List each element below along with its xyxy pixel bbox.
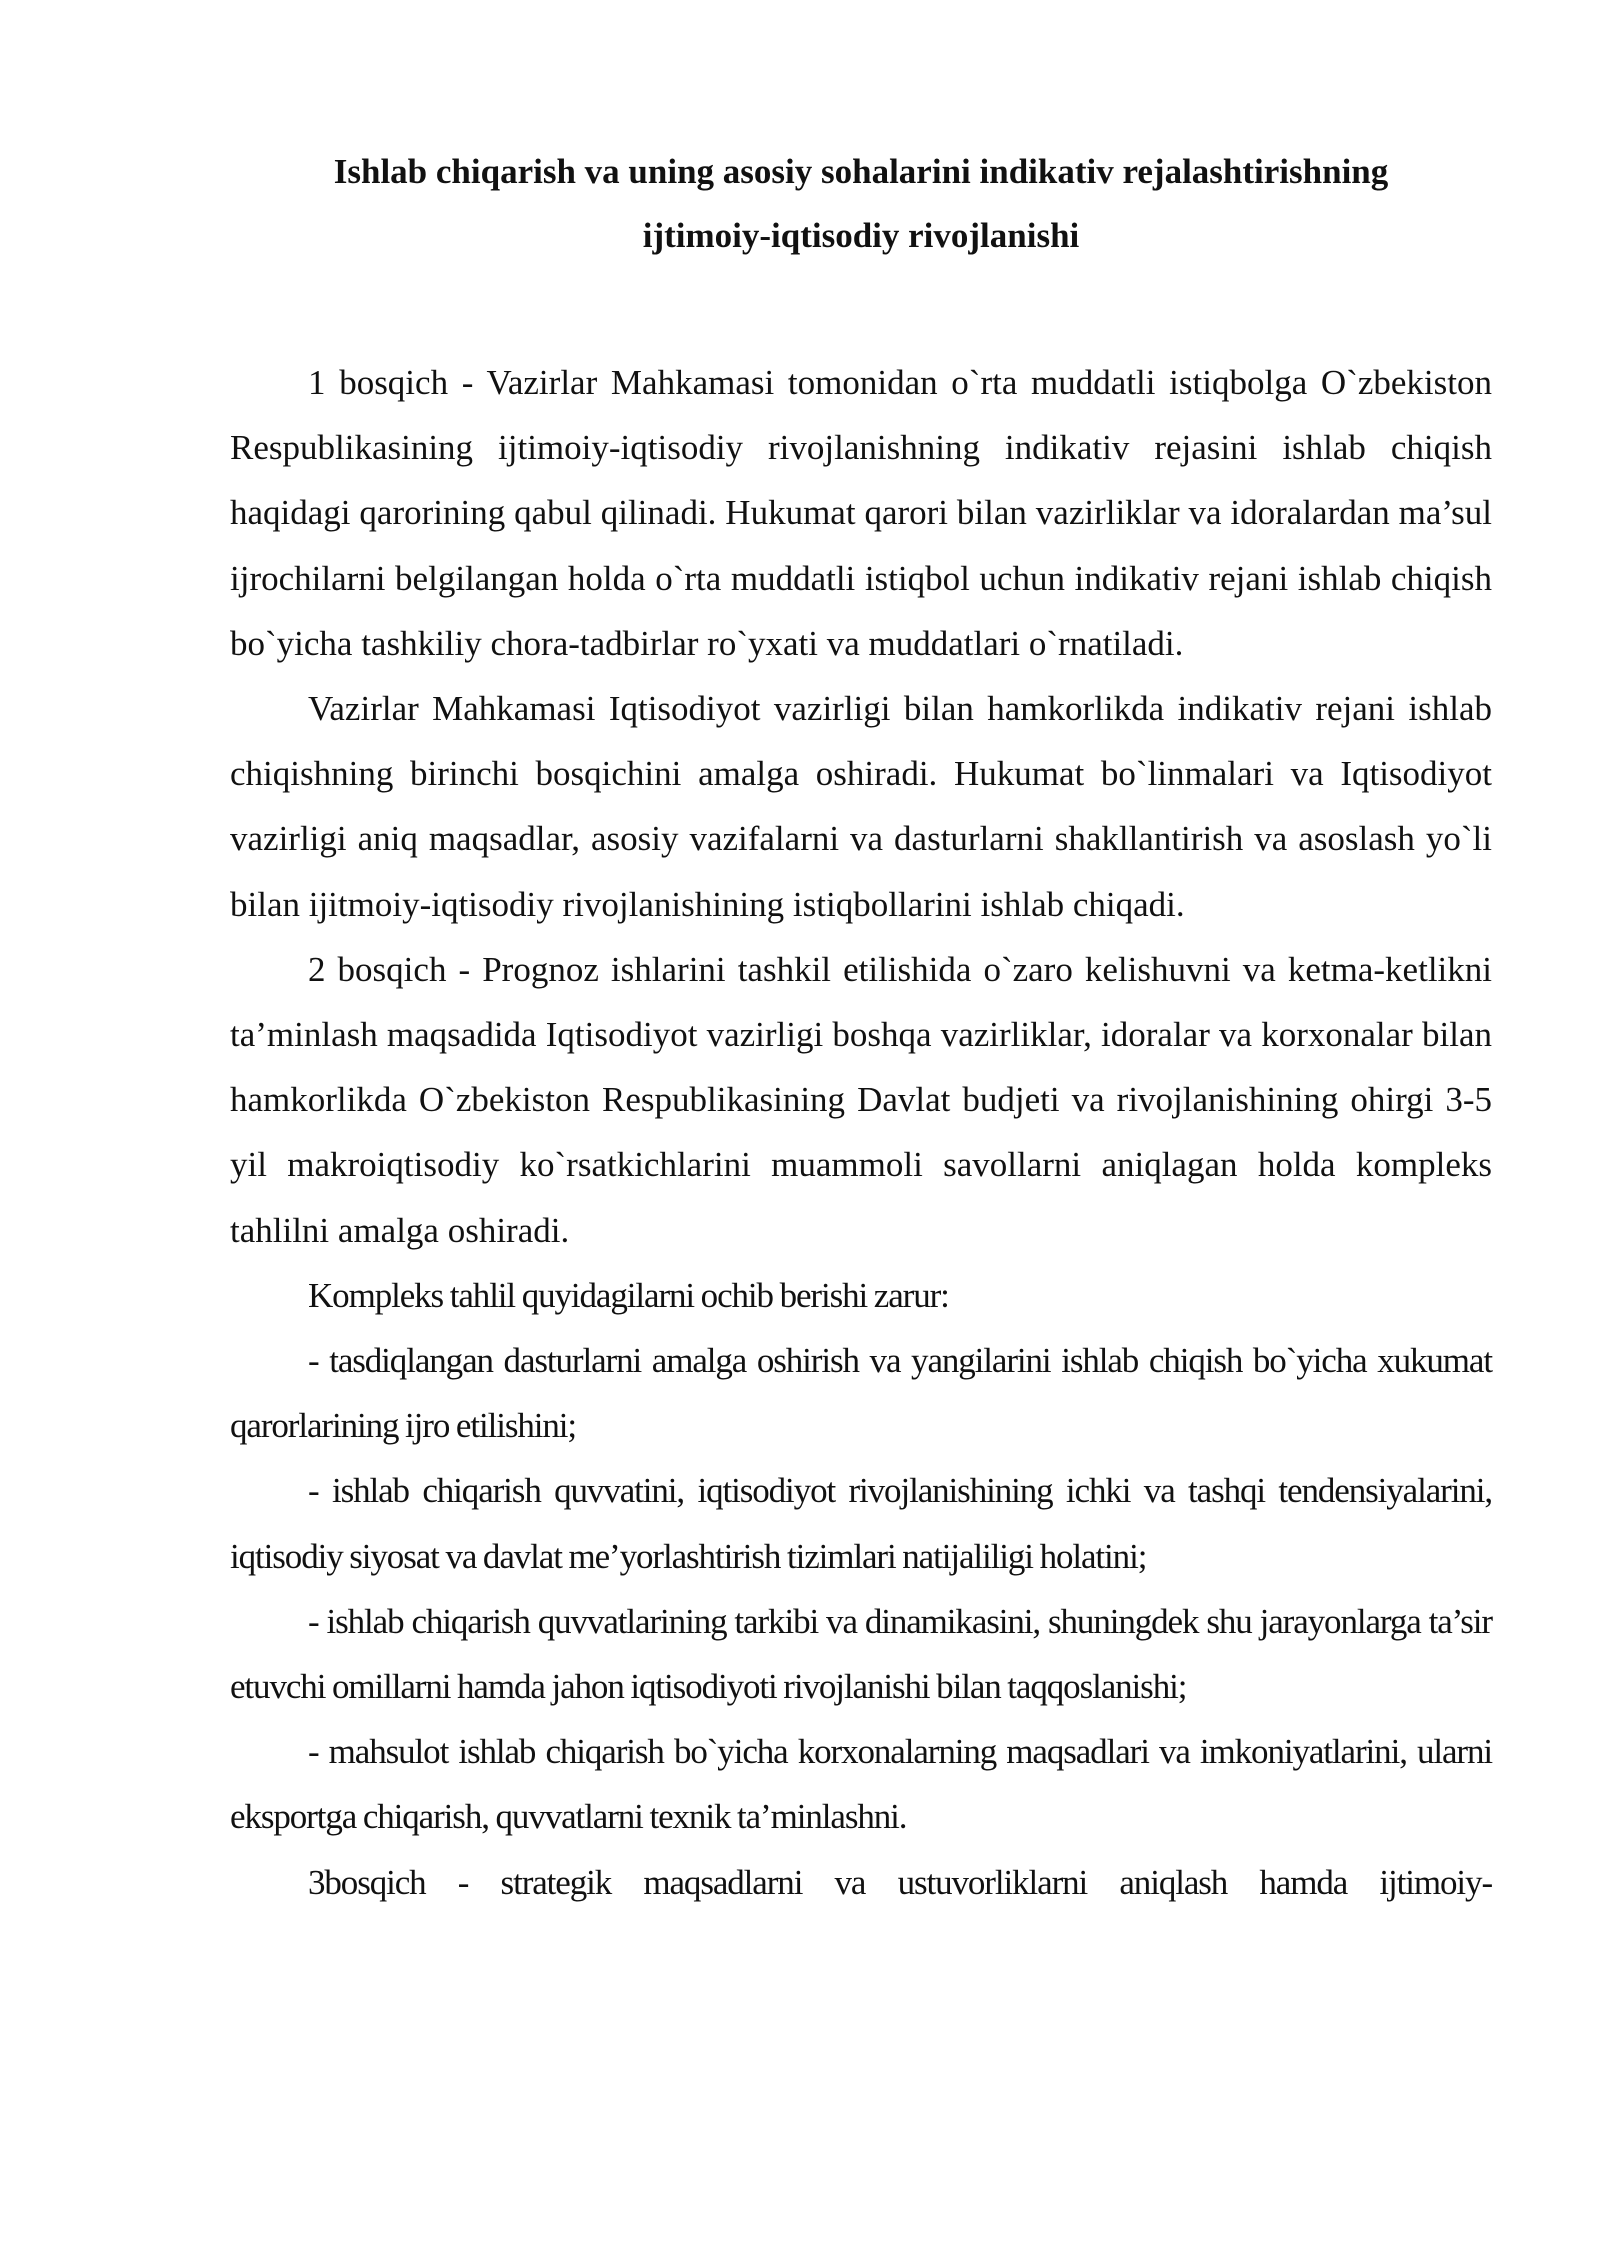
paragraph-stage-3: 3bosqich - strategik maqsadlarni va ustuvorliklarni aniqlash hamda ijtimoiy- [308, 1862, 1492, 1902]
document-body [230, 350, 1492, 1915]
list-item-production-capacity: - ishlab chiqarish quvvatini, iqtisodiyot rivojlanishining ichki va tashqi tendensiyalarini, iqtisodiy siyosat va davlat me’yorlashtirish tizimlari natijaliligi holatini; [230, 1471, 1492, 1576]
paragraph-stage-1: 1 bosqich - Vazirlar Mahkamasi tomonidan o`rta muddatli istiqbolga O`zbekiston Respublikasining ijtimoiy-iqtisodiy rivojlanishning indikativ rejasini ishlab chiqish haqidagi qarorining qabul qilinadi. Hukumat qarori bilan vazirliklar va idoralardan ma’sul ijrochilarni belgilangan holda o`rta muddatli istiqbol uchun indikativ rejani ishlab chiqish bo`yicha tashkiliy chora-tadbirlar ro`yxati va muddatlari o`rnatiladi. [230, 363, 1492, 663]
document-page [230, 140, 1492, 1915]
title-line-1: Ishlab chiqarish va uning asosiy sohalarini indikativ rejalashtirishning [333, 152, 1389, 191]
paragraph-stage-2: 2 bosqich - Prognoz ishlarini tashkil etilishida o`zaro kelishuvni va ketma-ketlikni ta’minlash maqsadida Iqtisodiyot vazirligi boshqa vazirliklar, idoralar va korxonalar bilan hamkorlikda O`zbekiston Respublikasining Davlat budjeti va rivojlanishining ohirgi 3-5 yil makroiqtisodiy ko`rsatkichlarini muammoli savollarni aniqlagan holda kompleks tahlilni amalga oshiradi. [230, 949, 1492, 1250]
list-item-capacity-structure: - ishlab chiqarish quvvatlarining tarkibi va dinamikasini, shuningdek shu jarayonlarga ta’sir etuvchi omillarni hamda jahon iqtisodiyoti rivojlanishi bilan taqqoslanishi; [230, 1601, 1492, 1707]
list-item-enterprise-goals: - mahsulot ishlab chiqarish bo`yicha korxonalarning maqsadlari va imkoniyatlarini, ularni eksportga chiqarish, quvvatlarni texnik ta’minlashni. [230, 1732, 1492, 1837]
title-line-2: ijtimoiy-iqtisodiy rivojlanishi [642, 216, 1080, 255]
document-title [230, 140, 1492, 268]
paragraph-analysis-intro: Kompleks tahlil quyidagilarni ochib berishi zarur: [308, 1275, 949, 1315]
paragraph-ministry-cooperation: Vazirlar Mahkamasi Iqtisodiyot vazirligi bilan hamkorlikda indikativ rejani ishlab chiqishning birinchi bosqichini amalga oshiradi. Hukumat bo`linmalari va Iqtisodiyot vazirligi aniq maqsadlar, asosiy vazifalarni va dasturlarni shakllantirish va asoslash yo`li bilan ijitmoiy-iqtisodiy rivojlanishining istiqbollarini ishlab chiqadi. [230, 689, 1492, 924]
list-item-programs: - tasdiqlangan dasturlarni amalga oshirish va yangilarini ishlab chiqish bo`yicha xukumat qarorlarining ijro etilishini; [230, 1341, 1492, 1446]
